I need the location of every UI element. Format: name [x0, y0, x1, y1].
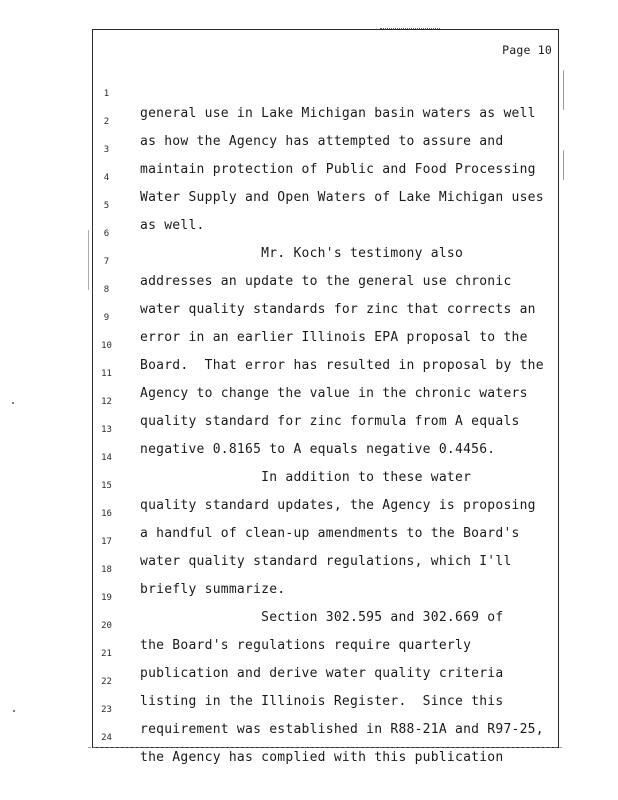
scan-speck — [12, 402, 14, 404]
line-text: publication and derive water quality criteria — [140, 666, 504, 681]
line-text: water quality standard regulations, which I'll — [140, 554, 512, 569]
line-text: Board. That error has resulted in proposal by the — [140, 358, 544, 373]
scan-speck — [88, 230, 89, 290]
line-number: 19 — [101, 593, 112, 603]
line-text: as well. — [140, 218, 205, 233]
line-number: 13 — [101, 425, 112, 435]
line-number: 1 — [103, 89, 110, 99]
line-number: 6 — [103, 229, 110, 239]
line-number: 21 — [101, 649, 112, 659]
line-text: quality standard updates, the Agency is proposing — [140, 498, 536, 513]
line-text: quality standard for zinc formula from A equals — [140, 414, 520, 429]
line-text: as how the Agency has attempted to assure and — [140, 134, 504, 149]
line-text: Section 302.595 and 302.669 of — [140, 610, 504, 625]
page-number: Page 10 — [502, 43, 552, 57]
line-text: maintain protection of Public and Food Processing — [140, 162, 536, 177]
line-text: listing in the Illinois Register. Since this — [140, 694, 504, 709]
line-number: 24 — [101, 733, 112, 743]
line-text: In addition to these water — [140, 470, 472, 485]
line-number: 2 — [103, 117, 110, 127]
line-text: Agency to change the value in the chronic waters — [140, 386, 528, 401]
line-text: negative 0.8165 to A equals negative 0.4456. — [140, 442, 496, 457]
line-number: 14 — [101, 453, 112, 463]
transcript-line — [93, 64, 558, 121]
line-text: error in an earlier Illinois EPA proposal to the — [140, 330, 528, 345]
line-text: briefly summarize. — [140, 582, 286, 597]
transcript-page — [92, 29, 559, 765]
scan-artifact — [380, 28, 440, 31]
scan-speck — [563, 70, 564, 110]
line-number: 10 — [101, 341, 112, 351]
line-number: 22 — [101, 677, 112, 687]
scan-artifact — [88, 747, 562, 750]
line-text: addresses an update to the general use chronic — [140, 274, 512, 289]
line-text: the Board's regulations require quarterly — [140, 638, 472, 653]
line-number: 5 — [103, 201, 110, 211]
line-text: Mr. Koch's testimony also — [140, 246, 464, 261]
line-number: 18 — [101, 565, 112, 575]
line-number: 16 — [101, 509, 112, 519]
line-text: a handful of clean-up amendments to the Board's — [140, 526, 520, 541]
line-number: 20 — [101, 621, 112, 631]
line-text: general use in Lake Michigan basin waters as well — [140, 106, 536, 121]
scan-speck — [13, 710, 15, 712]
line-number: 15 — [101, 481, 112, 491]
line-number: 17 — [101, 537, 112, 547]
line-number: 4 — [103, 173, 110, 183]
line-text: Water Supply and Open Waters of Lake Michigan uses — [140, 190, 544, 205]
line-text: water quality standards for zinc that corrects an — [140, 302, 536, 317]
line-number: 3 — [103, 145, 110, 155]
line-text: requirement was established in R88-21A and R97-25, — [140, 722, 544, 737]
scan-speck — [563, 150, 564, 180]
line-text: the Agency has complied with this publication — [140, 750, 504, 765]
line-number: 11 — [101, 369, 112, 379]
line-number: 8 — [103, 285, 110, 295]
line-number: 23 — [101, 705, 112, 715]
line-number: 12 — [101, 397, 112, 407]
line-number: 7 — [103, 257, 110, 267]
line-number: 9 — [103, 313, 110, 323]
